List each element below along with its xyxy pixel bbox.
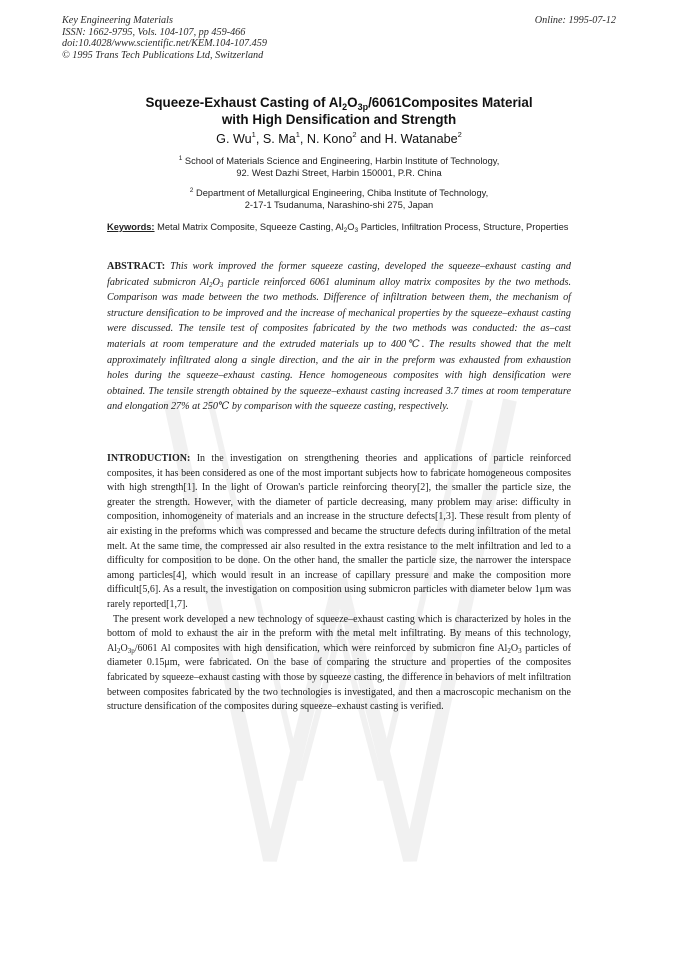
affiliation-2: $^2$ Department of Metallurgical Engineering, Chiba Institute of Technology, 2-17-1 Tsudanuma, Narashino-shi 275, Japan — [189, 187, 489, 211]
author-list — [0, 132, 678, 146]
paper-title — [0, 94, 678, 128]
abstract-label: ABSTRACT: — [107, 261, 166, 272]
keywords: Keywords: Metal Matrix Composite, Squeeze Casting, $Al_2O_3$ Particles, Infiltration Process, Structure, Properties — [107, 222, 569, 234]
author: G. Wu$^1$, — [216, 130, 263, 146]
intro-paragraph-2: The present work developed a new technology of squeeze–exhaust casting which is characterized by holes in the bottom of mold to exhaust the air in the preform with the metal melt infiltrating. By means of this technology, $Al_2O_{3p}/6061$ Al composites with high densification, which were reinforced by submicron fine $Al_2O_3$ particles of diameter 0.15μm, were fabricated. On the base of comparing the structure and properties of the composites fabricated by squeeze–exhaust casting with those by squeeze casting, the difference in behaviors of melt infiltration between composites fabricated by the two technologies is investigated, and then a macroscopic mechanism on the structure densification of the composites during squeeze–exhaust casting is verified. — [107, 613, 572, 713]
title-line-2: with High Densification and Strength — [221, 112, 457, 127]
journal-copyright: © 1995 Trans Tech Publications Ltd, Switzerland — [62, 49, 264, 61]
author: N. Kono$^2$ and — [306, 130, 385, 146]
intro-paragraph-1: INTRODUCTION: In the investigation on strengthening theories and applications of particle reinforced composites, it has been considered as one of the most important subjects how to fabricate homogeneous composites with high strength[1]. In the light of Orowan's particle reinforcing theory[2], the smaller the particle size, the greater the strength. However, with the diameter of particle decreasing, many problem may arise: difficulty in composition, inhomogeneity of materials and an increase in the structure defects[1,3]. These result from plenty of air existing in the preforms which was compressed and became the structure defects during infiltration of the metal melt. At the same time, the compressed air also resulted in the extra resistance to the melt infiltration and led to a difficulty for composition to be done. On the other hand, the smaller the particle size, the narrower the interspace among particles[4], which would result in an increase of capillary pressure and make the composition more difficult[5,6]. As a result, the investigation on composition using submicron particles with diameter below 1μm was rarely reported[1,7]. — [107, 453, 571, 610]
journal-name: Key Engineering Materials — [62, 15, 173, 26]
affiliation-1: $^1$ School of Materials Science and Engineering, Harbin Institute of Technology, 92. West Dazhi Street, Harbin 150001, P.R. China — [178, 155, 500, 179]
author: S. Ma$^1$, — [262, 130, 307, 146]
abstract-body: This work improved the former squeeze casting, developed the squeeze–exhaust casting and fabricated submicron $Al_2O_3$ particle reinforced 6061 aluminum alloy matrix composites by the two methods. Comparison was made between the two methods. Difference of infiltration between them, the mechanism of structure densification to be improved and the increase of mechanical properties by the squeeze–exhaust casting were discussed. The tensile test of composites fabricated by the two methods was conducted: the as–cast materials at room temperature and the extruded materials up to 400℃. The results showed that the melt approximately infiltrated along a single direction, and the air in the preform was exhausted from exhaustion holes during the squeeze–exhaust casting. Hence homogeneous composites with high densification were obtained. The tensile strength obtained by the squeeze–exhaust casting increased 3.7 times at room temperature and elongation 27% at 250℃ by comparison with the squeeze casting, respectively. — [107, 261, 571, 413]
online-date: Online: 1995-07-12 — [534, 15, 616, 26]
introduction — [107, 452, 571, 715]
journal-doi[interactable]: doi:10.4028/www.scientific.net/KEM.104-107.459 — [62, 38, 267, 50]
journal-issn: ISSN: 1662-9795, Vols. 104-107, pp 459-466 — [62, 26, 246, 38]
author: H. Watanabe$^2$ — [384, 130, 462, 146]
introduction-label: INTRODUCTION: — [107, 453, 191, 464]
keywords-label: Keywords: — [107, 222, 155, 232]
abstract — [107, 259, 571, 415]
journal-metadata — [62, 15, 267, 61]
title-line-1: Squeeze-Exhaust Casting of $Al_2O_{3p}/6061Composites$ Material — [145, 95, 533, 112]
